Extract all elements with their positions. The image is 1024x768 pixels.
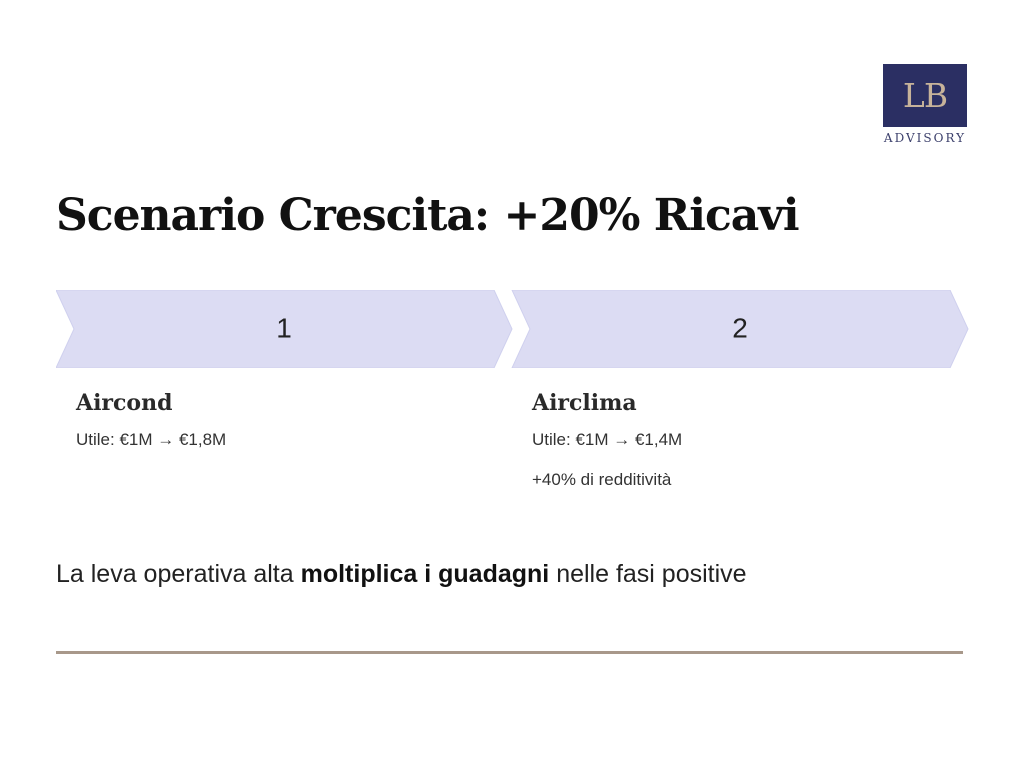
key-takeaway <box>56 560 747 589</box>
takeaway-text-before: La leva operativa alta <box>56 560 301 588</box>
step-profit-line: Utile: €1M → €1,8M <box>76 430 227 449</box>
company-logo <box>883 64 967 145</box>
logo-subtitle: ADVISORY <box>883 131 967 145</box>
process-chevrons <box>56 290 970 368</box>
step-name: Aircond <box>76 390 173 416</box>
step-profitability-line: +40% di redditività <box>532 470 672 489</box>
step-airclima <box>532 390 682 510</box>
takeaway-text-after: nelle fasi positive <box>549 560 747 588</box>
bottom-divider <box>56 651 963 654</box>
slide-title: Scenario Crescita: +20% Ricavi <box>56 190 799 241</box>
step-profit-line: Utile: €1M → €1,4M <box>532 430 683 449</box>
chevron-step-2-number: 2 <box>732 312 748 344</box>
step-name: Airclima <box>532 390 637 416</box>
step-aircond <box>76 390 226 470</box>
takeaway-emphasis: moltiplica i guadagni <box>300 560 550 588</box>
logo-mark: LB <box>902 76 948 115</box>
chevron-step-1-number: 1 <box>276 312 292 344</box>
logo-badge <box>883 64 967 127</box>
